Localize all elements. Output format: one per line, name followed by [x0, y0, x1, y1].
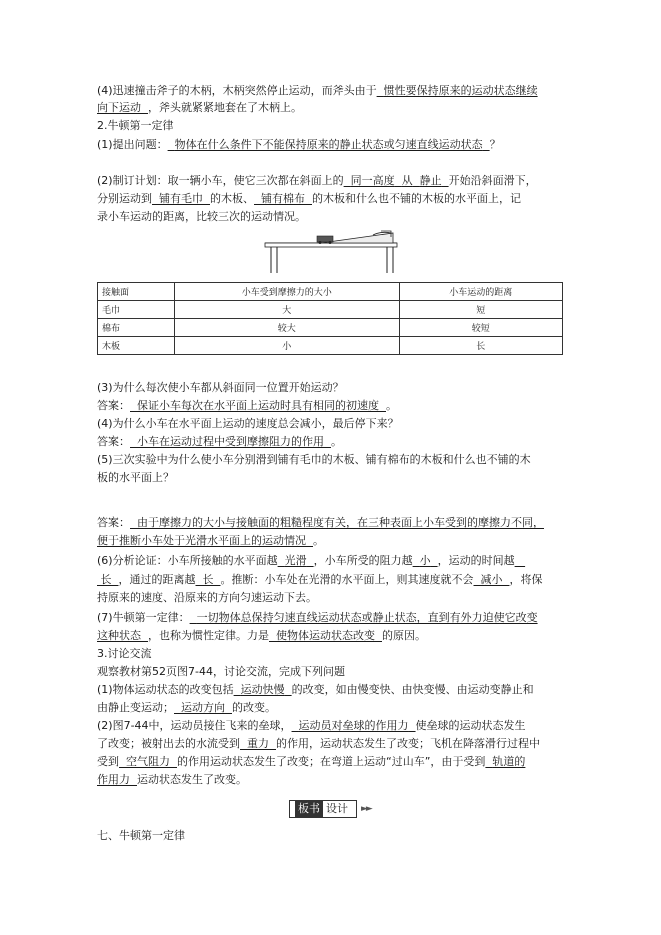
banner-dark-text: 板书	[295, 801, 323, 817]
table-cell: 毛巾	[98, 301, 175, 319]
table-header: 小车运动的距离	[399, 283, 562, 301]
table-cell: 短	[399, 301, 562, 319]
question-6-line1: (6)分析论证：小车所接触的水平面越 光滑 ，小车所受的阻力越 小 ，运动的时间越	[97, 554, 525, 568]
text: ，斧头就紧紧地套在了木柄上。	[148, 101, 302, 114]
question-2-line2: 分别运动到 铺有毛巾 的木板、 铺有棉布 的木板和什么也不铺的木板的水平面上，记	[97, 192, 521, 205]
table-cell: 大	[175, 301, 400, 319]
discussion-2-line4: 作用力 运动状态发生了改变。	[97, 773, 247, 786]
answer: 由于摩擦力的大小与接触面的粗糙程度有关，在三种表面上小车受到的摩擦力不同，	[137, 516, 544, 529]
answer: 从	[401, 174, 413, 187]
discussion-1-line1: (1)物体运动状态的改变包括 运动快慢 的改变，如由慢变快、由快变慢、由运动变静止和	[97, 683, 534, 696]
banner-box	[289, 800, 357, 818]
answer: 向下运动	[97, 101, 141, 114]
question-6-line3: 持原来的速度、沿原来的方向匀速运动下去。	[97, 591, 317, 604]
question-1: (1)提出问题： 物体在什么条件下不能保持原来的静止状态或匀速直线运动状态 ？	[97, 138, 501, 151]
discussion-2-line3: 受到 空气阻力 的作用运动状态发生了改变；在弯道上运动“过山车”，由于受到 轨道的	[97, 755, 526, 768]
answer: 减小	[480, 573, 503, 586]
answer: 空气阻力	[126, 755, 170, 768]
answer: 小车在运动过程中受到摩擦阻力的作用	[137, 435, 324, 448]
answer: 重力	[247, 737, 269, 750]
table-cell: 长	[399, 337, 562, 355]
answer: 作用力	[97, 773, 130, 786]
answer-5-line1: 答案： 由于摩擦力的大小与接触面的粗糙程度有关，在三种表面上小车受到的摩擦力不同，	[97, 516, 544, 529]
question-5-line2: 板的水平面上？	[97, 471, 174, 484]
answer: 惯性要保持原来的运动状态继续	[383, 84, 538, 97]
question-7-line2: 这种状态 ，也称为惯性定律。力是 使物体运动状态改变 的原因。	[97, 629, 426, 642]
table-row	[98, 319, 563, 337]
answer: 同一高度	[350, 174, 395, 187]
table-cell: 较大	[175, 319, 400, 337]
answer: 长	[100, 573, 112, 586]
incline-experiment-figure	[261, 229, 401, 273]
table-header: 小车受到摩擦力的大小	[175, 283, 400, 301]
answer: 运动快慢	[240, 683, 285, 696]
section-3-title: 3.讨论交流	[97, 647, 152, 660]
table-header-row	[98, 283, 563, 301]
table-cell: 棉布	[98, 319, 175, 337]
section-2-title: 2.牛顿第一定律	[97, 119, 174, 132]
answer-4: 答案： 小车在运动过程中受到摩擦阻力的作用 。	[97, 435, 342, 448]
text: (4)迅速撞击斧子的木柄，木柄突然停止运动，而斧头由于	[97, 84, 377, 97]
question-3: (3)为什么每次使小车都从斜面同一位置开始运动？	[97, 381, 344, 394]
discussion-1-line2: 由静止变运动； 运动方向 的改变。	[97, 701, 276, 714]
banner-light-text: 设计	[326, 802, 348, 815]
table-row	[98, 301, 563, 319]
discussion-2-line1: (2)图7-44中，运动员接住飞来的垒球， 运动员对垒球的作用力 使垒球的运动状态发生	[97, 719, 526, 732]
question-6-line2: 长 ，通过的距离越 长 。推断：小车处在光滑的水平面上，则其速度就不会 减小 ，将保	[97, 573, 543, 587]
table-cell: 小	[175, 337, 400, 355]
question-2-line1: (2)制订计划：取一辆小车，使它三次都在斜面上的 同一高度 从 静止 开始沿斜面滑下，	[97, 174, 537, 187]
answer-blank	[515, 554, 526, 567]
answer: 长	[202, 573, 214, 586]
experiment-table	[97, 282, 563, 355]
answer: 这种状态	[97, 629, 141, 642]
answer: 铺有棉布	[261, 192, 305, 205]
answer: 光滑	[284, 554, 307, 567]
answer: 轨道的	[492, 755, 526, 768]
table-cell: 木板	[98, 337, 175, 355]
answer-3: 答案： 保证小车每次在水平面上运动时具有相同的初速度 。	[97, 399, 397, 412]
answer-5-line2: 便于推断小车处于光滑水平面上的运动情况 。	[97, 534, 324, 547]
answer: 运动员对垒球的作用力	[298, 719, 409, 732]
item-4-line1	[97, 84, 538, 98]
answer: 铺有毛巾	[159, 192, 203, 205]
table-cell: 较短	[399, 319, 562, 337]
answer: 使物体运动状态改变	[276, 629, 375, 642]
answer: 便于推断小车处于光滑水平面上的运动情况	[97, 534, 306, 547]
answer: 物体在什么条件下不能保持原来的静止状态或匀速直线运动状态	[174, 138, 483, 151]
question-2-line3: 录小车运动的距离，比较三次的运动情况。	[97, 210, 306, 223]
table-row	[98, 337, 563, 355]
discussion-2-line2: 了改变；被射出去的水流受到 重力 的作用，运动状态发生了改变；飞机在降落滑行过程中	[97, 737, 540, 750]
discussion-intro: 观察教材第52页图7-44，讨论交流，完成下列问题	[97, 665, 345, 678]
question-5-line1: (5)三次实验中为什么使小车分别滑到铺有毛巾的木板、铺有棉布的木板和什么也不铺的木	[97, 453, 531, 466]
item-4-line2	[97, 101, 302, 115]
answer: 静止	[419, 174, 442, 187]
answer: 保证小车每次在水平面上运动时具有相同的初速度	[137, 399, 379, 412]
double-arrow-icon: ►►	[361, 804, 371, 814]
answer: 小	[419, 554, 431, 567]
answer: 一切物体总保持匀速直线运动状态或静止状态，直到有外力迫使它改变	[196, 611, 538, 624]
board-design-banner	[289, 800, 371, 818]
footer-heading: 七、牛顿第一定律	[97, 829, 185, 842]
table-header: 接触面	[98, 283, 175, 301]
question-4: (4)为什么小车在水平面上运动的速度总会减小，最后停下来？	[97, 417, 399, 430]
answer: 运动方向	[181, 701, 225, 714]
question-7-line1: (7)牛顿第一定律： 一切物体总保持匀速直线运动状态或静止状态，直到有外力迫使它改变	[97, 611, 538, 624]
